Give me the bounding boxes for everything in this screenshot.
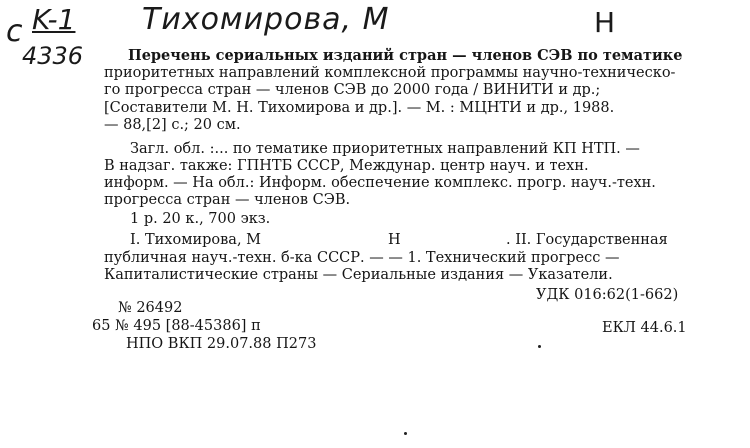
note-line: В надзаг. также: ГПНТБ СССР, Междунар. центр науч. и техн.: [104, 158, 589, 174]
note-line: информ. — На обл.: Информ. обеспечение комплекс. прогр. науч.-техн.: [104, 175, 656, 191]
record-number: № 26492: [118, 300, 183, 316]
handwritten-number: 4336: [22, 42, 84, 70]
description-line: Перечень сериальных изданий стран — членов СЭВ по тематике: [128, 47, 683, 64]
tracing-line: Капиталистические страны — Сериальные издания — Указатели.: [104, 267, 613, 283]
order-line: 65 № 495 [88-45386] п: [92, 318, 261, 334]
description-line: го прогресса стран — членов СЭВ до 2000 года / ВИНИТИ и др.;: [104, 82, 601, 98]
note-line: Загл. обл. :... по тематике приоритетных направлений КП НТП. —: [130, 141, 640, 157]
handwritten-shelfmark: K-1: [32, 3, 76, 36]
tracing-institution: . II. Государственная: [506, 232, 668, 248]
handwritten-prefix: c: [6, 14, 23, 49]
note-line: прогресса стран — членов СЭВ.: [104, 192, 351, 208]
npo-line: НПО ВКП 29.07.88 П273: [126, 336, 317, 352]
ekl-code: ЕКЛ 44.6.1: [602, 320, 687, 336]
tracing-initial: Н: [388, 232, 401, 248]
tracing-author: I. Тихомирова, М: [130, 232, 262, 248]
description-line: — 88,[2] с.; 20 см.: [104, 117, 241, 133]
description-line: приоритетных направлений комплексной программы научно-техническо-: [104, 65, 676, 81]
price-line: 1 р. 20 к., 700 экз.: [130, 211, 271, 227]
handwritten-author: Тихомирова, М: [142, 2, 390, 37]
udk-code: УДК 016:62(1-662): [536, 287, 679, 303]
description-line: [Составители М. Н. Тихомирова и др.]. — М. : МЦНТИ и др., 1988.: [104, 100, 615, 116]
handwritten-initial: Н: [594, 6, 616, 39]
speck: [538, 345, 541, 348]
speck: [404, 432, 407, 435]
tracing-line: публичная науч.-техн. б-ка СССР. — — 1. Технический прогресс —: [104, 250, 620, 266]
